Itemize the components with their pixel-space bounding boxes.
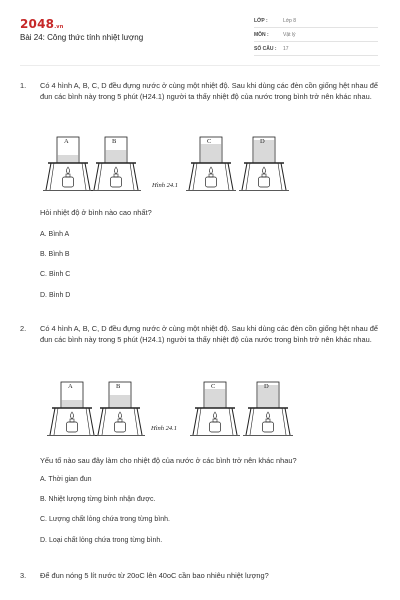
flask-a — [47, 382, 97, 436]
question-1-text: Có 4 hình A, B, C, D đều đựng nước ở cùng một nhiệt độ. Sau khi dùng các đèn cồn giống hệt nhau để đun các bình này trong 5 phút (H24.1) người ta thấy nhiệt độ của nước trong bình trở nên khác nhau. — [40, 81, 379, 101]
question-3 — [20, 571, 385, 583]
flask-d-label: D — [264, 383, 269, 390]
lesson-title: Bài 24: Công thức tính nhiệt lượng — [20, 33, 144, 42]
question-2-prompt: Yếu tố nào sau đây làm cho nhiệt độ của nước ở các bình trở nên khác nhau? — [40, 456, 297, 465]
question-1-option-b[interactable]: B. Bình B — [40, 251, 70, 258]
figure-24-1-q2 — [44, 376, 334, 439]
site-logo[interactable] — [20, 17, 64, 31]
flask-c — [186, 137, 236, 191]
flask-a — [43, 137, 93, 191]
flask-d-label: D — [260, 138, 265, 145]
question-1 — [20, 81, 385, 117]
flask-c-label: C — [207, 138, 212, 145]
question-1-option-a[interactable]: A. Bình A — [40, 231, 70, 238]
meta-subject-row — [254, 28, 378, 42]
figure-24-1-q1 — [40, 131, 330, 194]
figure-24-1-q2-caption: Hình 24.1 — [151, 425, 177, 432]
question-1-option-d[interactable]: D. Bình D — [40, 292, 71, 299]
meta-class-value: Lớp 8 — [283, 18, 297, 24]
page-header — [0, 0, 400, 62]
flask-d — [243, 382, 293, 436]
question-2-option-a[interactable]: A. Thời gian đun — [40, 476, 92, 483]
flask-c — [190, 382, 240, 436]
question-2-option-b[interactable]: B. Nhiệt lượng từng bình nhận được. — [40, 496, 156, 503]
flask-b — [91, 137, 141, 191]
meta-count-label: SỐ CÂU : — [254, 46, 277, 52]
flask-b-label: B — [116, 383, 121, 390]
question-1-option-c[interactable]: C. Bình C — [40, 271, 71, 278]
flask-b-label: B — [112, 138, 117, 145]
question-2-text: Có 4 hình A, B, C, D đều đựng nước ở cùng một nhiệt độ. Sau khi dùng các đèn cồn giống hệt nhau để đun các bình này trong 5 phút (H24.1) người ta thấy nhiệt độ của nước trong bình trở nên khác nhau. — [40, 324, 379, 344]
meta-class-label: LỚP : — [254, 18, 268, 24]
logo-tld: .vn — [54, 24, 64, 30]
question-3-number: 3. — [20, 571, 27, 580]
question-2-number: 2. — [20, 324, 27, 333]
figure-24-1-q1-caption: Hình 24.1 — [152, 182, 178, 189]
meta-count-row — [254, 42, 378, 56]
question-1-prompt: Hỏi nhiệt độ ở bình nào cao nhất? — [40, 208, 152, 217]
flask-c-label: C — [211, 383, 216, 390]
flask-a-label: A — [64, 138, 69, 145]
question-1-number: 1. — [20, 81, 27, 90]
header-divider — [20, 65, 380, 66]
flask-a-label: A — [68, 383, 73, 390]
question-2 — [20, 324, 385, 360]
meta-subject-label: MÔN : — [254, 32, 269, 38]
meta-count-value: 17 — [283, 46, 289, 52]
flask-b — [95, 382, 145, 436]
meta-class-row — [254, 14, 378, 28]
question-2-option-d[interactable]: D. Loại chất lỏng chứa trong từng bình. — [40, 537, 163, 544]
question-2-option-c[interactable]: C. Lượng chất lỏng chứa trong từng bình. — [40, 516, 170, 523]
question-3-text: Để đun nóng 5 lít nước từ 20oC lên 40oC cần bao nhiêu nhiệt lượng? — [40, 571, 269, 580]
logo-main: 2048 — [20, 17, 55, 31]
meta-subject-value: Vật lý — [283, 32, 296, 38]
flask-d — [239, 137, 289, 191]
